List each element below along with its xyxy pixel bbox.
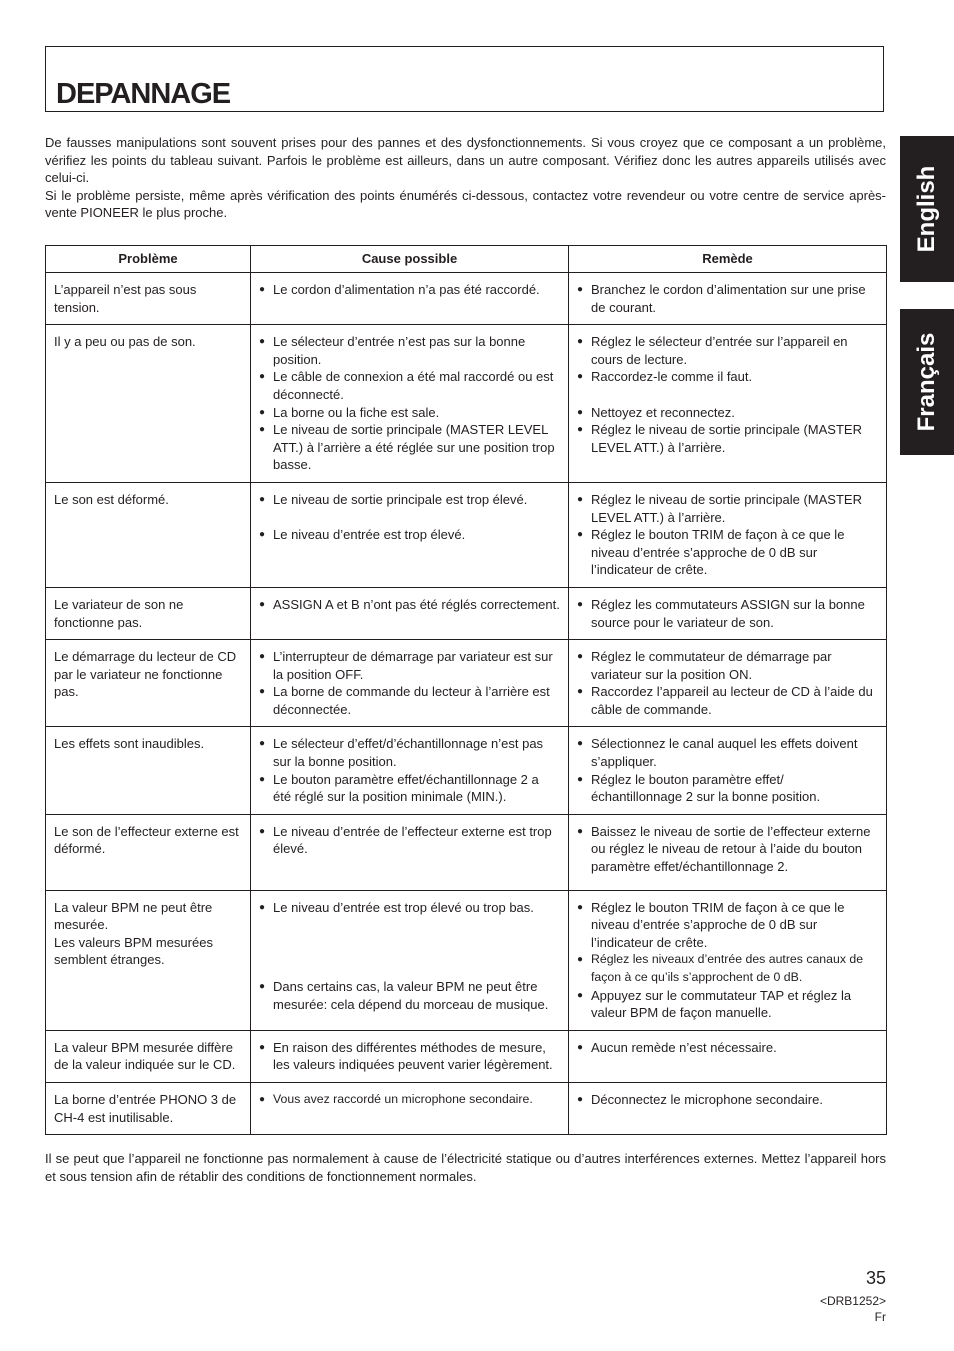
remedy-item: ● Sélectionnez le canal auquel les effets doivent s’appliquer. [577,735,878,770]
cause-item: ● La borne ou la fiche est sale. [259,404,560,422]
cause-cell [251,273,569,325]
problem-cell: L’appareil n’est pas sous tension. [46,273,251,325]
cause-item: ● Le niveau de sortie principale est trop élevé. [259,491,560,509]
intro-text [45,134,886,222]
remedy-cell [569,640,887,727]
table-row [46,1030,887,1082]
remedy-item: ● Déconnectez le microphone secondaire. [577,1091,878,1109]
remedy-item: ● Réglez le niveau de sortie principale (MASTER LEVEL ATT.) à l’arrière. [577,421,878,456]
cause-cell [251,1082,569,1134]
header-cause: Cause possible [251,246,569,273]
table-row [46,587,887,639]
table-row [46,1082,887,1134]
cause-cell [251,640,569,727]
table-row [46,890,887,1030]
header-remedy: Remède [569,246,887,273]
remedy-item: ● Appuyez sur le commutateur TAP et réglez la valeur BPM de façon manuelle. [577,987,878,1022]
intro-paragraph-2: Si le problème persiste, même après vérification des points énumérés ci-dessous, contactez votre revendeur ou votre centre de service après-vente PIONEER le plus proche. [45,187,886,221]
remedy-item: ● Réglez le bouton TRIM de façon à ce que le niveau d’entrée s’approche de 0 dB sur l’indicateur de crête. [577,899,878,952]
remedy-item: ● Raccordez l’appareil au lecteur de CD à l’aide du câble de commande. [577,683,878,718]
cause-item: ● Le niveau de sortie principale (MASTER LEVEL ATT.) à l’arrière a été réglée sur une position trop basse. [259,421,560,474]
lang-code: Fr [874,1310,886,1324]
remedy-cell [569,1030,887,1082]
remedy-item: ● Réglez les commutateurs ASSIGN sur la bonne source pour le variateur de son. [577,596,878,631]
problem-cell: Les effets sont inaudibles. [46,727,251,814]
cause-item: ● Le niveau d’entrée est trop élevé. [259,526,560,544]
remedy-item: ● Nettoyez et reconnectez. [577,404,878,422]
cause-item: ● Le niveau d’entrée est trop élevé ou trop bas. [259,899,560,917]
remedy-cell [569,1082,887,1134]
cause-item: ● L’interrupteur de démarrage par variateur est sur la position OFF. [259,648,560,683]
table-row [46,482,887,587]
remedy-item: ● Aucun remède n’est nécessaire. [577,1039,878,1057]
remedy-item: ● Réglez le commutateur de démarrage par variateur sur la position ON. [577,648,878,683]
cause-item: ● Le cordon d’alimentation n’a pas été raccordé. [259,281,560,299]
page-title: DEPANNAGE [56,78,231,110]
remedy-item: ● Réglez le niveau de sortie principale (MASTER LEVEL ATT.) à l’arrière. [577,491,878,526]
remedy-item: ● Baissez le niveau de sortie de l’effecteur externe ou réglez le niveau de retour à l’aide du bouton paramètre effet/échantillonnage 2. [577,823,878,876]
cause-cell [251,727,569,814]
remedy-item: ● Raccordez-le comme il faut. [577,368,878,386]
remedy-cell [569,727,887,814]
side-tab-francais[interactable] [900,309,954,455]
cause-item: ● Le bouton paramètre effet/échantillonnage 2 a été réglé sur la position minimale (MIN.). [259,771,560,806]
problem-cell: Il y a peu ou pas de son. [46,325,251,483]
problem-line: Les valeurs BPM mesurées semblent étranges. [54,934,213,968]
page-number: 35 [865,1268,886,1288]
side-tab-english[interactable] [900,136,954,282]
remedy-cell [569,273,887,325]
problem-cell: La borne d’entrée PHONO 3 de CH-4 est inutilisable. [46,1082,251,1134]
table-row [46,273,887,325]
doc-code-block [820,1293,886,1325]
cause-item: ● La borne de commande du lecteur à l’arrière est déconnectée. [259,683,560,718]
troubleshooting-table [45,245,887,1135]
cause-item: ● Le sélecteur d’entrée n’est pas sur la bonne position. [259,333,560,368]
table-row [46,325,887,483]
cause-cell [251,814,569,890]
remedy-cell [569,325,887,483]
title-box [45,46,884,112]
table-row [46,640,887,727]
cause-item: ● Dans certains cas, la valeur BPM ne peut être mesurée: cela dépend du morceau de musique. [259,978,560,1013]
cause-cell [251,587,569,639]
header-problem: Problème [46,246,251,273]
cause-cell [251,890,569,1030]
remedy-item: ● Branchez le cordon d’alimentation sur une prise de courant. [577,281,878,316]
cause-item: ● Vous avez raccordé un microphone secondaire. [259,1091,560,1109]
cause-item: ● ASSIGN A et B n’ont pas été réglés correctement. [259,596,560,614]
remedy-cell [569,587,887,639]
problem-cell: La valeur BPM mesurée diffère de la valeur indiquée sur le CD. [46,1030,251,1082]
remedy-item: ● Réglez le sélecteur d’entrée sur l’appareil en cours de lecture. [577,333,878,368]
cause-item: ● En raison des différentes méthodes de mesure, les valeurs indiquées peuvent varier légèrement. [259,1039,560,1074]
problem-cell: Le démarrage du lecteur de CD par le variateur ne fonctionne pas. [46,640,251,727]
side-tab-francais-label: Français [913,332,940,432]
footnote: Il se peut que l’appareil ne fonctionne pas normalement à cause de l’électricité statique ou d’autres interférences externes. Mettez l’appareil hors et sous tension afin de rétablir des conditions de fonctionnement normales. [45,1151,886,1184]
problem-line: La valeur BPM ne peut être mesurée. [54,899,213,933]
cause-item: ● Le câble de connexion a été mal raccordé ou est déconnecté. [259,368,560,403]
problem-cell: Le son est déformé. [46,482,251,587]
remedy-item: ● Réglez le bouton paramètre effet/ échantillonnage 2 sur la bonne position. [577,771,878,806]
doc-code: <DRB1252> [819,1294,886,1308]
remedy-cell [569,890,887,1030]
problem-cell: Le son de l’effecteur externe est déformé. [46,814,251,890]
problem-cell [46,890,251,1030]
remedy-item: ● Réglez le bouton TRIM de façon à ce que le niveau d’entrée s’approche de 0 dB sur l’indicateur de crête. [577,526,878,579]
problem-cell: Le variateur de son ne fonctionne pas. [46,587,251,639]
intro-paragraph-1: De fausses manipulations sont souvent prises pour des pannes et des dysfonctionnements. Si vous croyez que ce composant a un problème, vérifiez les points du tableau suivant. Parfois le problème est ailleurs, dans un autre composant. Vérifiez donc les autres appareils utilisés avec celui-ci. [45,135,886,186]
cause-cell [251,325,569,483]
cause-item: ● Le sélecteur d’effet/d’échantillonnage n’est pas sur la bonne position. [259,735,560,770]
cause-cell [251,482,569,587]
remedy-cell [569,482,887,587]
remedy-cell [569,814,887,890]
table-header-row [46,246,887,273]
remedy-item: ● Réglez les niveaux d’entrée des autres canaux de façon à ce qu’ils s’approchent de 0 dB. [577,951,878,986]
table-row [46,727,887,814]
table-row [46,814,887,890]
side-tab-english-label: English [913,165,940,253]
cause-item: ● Le niveau d’entrée de l’effecteur externe est trop élevé. [259,823,560,858]
cause-cell [251,1030,569,1082]
